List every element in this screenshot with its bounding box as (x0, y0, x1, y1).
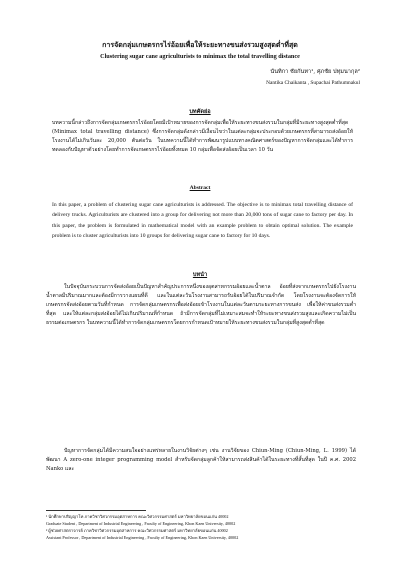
footnote-line: Graduate Student , Department of Industrial Engineering , Faculty of Engineering, Khon Kaen University, 40002 (46, 521, 236, 526)
authors-english: Nantika Chaikanta , Supachai Pathumnakul (266, 80, 360, 86)
abstract-english-text: In this paper, a problem of clustering sugar cane agriculturists is addressed. The objective is to minimax total travelling distance of delivery trucks. Agriculturists are clustered into a group for delivering not more than 20,000 tons of sugar cane to factory per day. In this paper, the problem is formulated in mathematical model with an example problem to obtain optimal solution. The example problem is to cluster agriculturists into 10 groups for delivering sugar cane to factory for 10 days. (52, 202, 353, 239)
abstract-english-heading: Abstract (189, 185, 211, 191)
paper-title-english: Clustering sugar cane agriculturists to minimax the total travelling distance (100, 53, 300, 60)
authors-thai: นันทิกา ชัยกันทา¹, ศุภชัย ปทุมนากุล² (270, 69, 360, 75)
footnote-line: ² ผู้ช่วยศาสตราจารย์ ภาควิชาวิศวกรรมอุตสาหการ คณะวิศวกรรมศาสตร์ มหาวิทยาลัยขอนแก่น 40002 (46, 528, 228, 533)
footnote-divider (46, 510, 146, 511)
introduction-paragraph-2: ปัญหาการจัดกลุ่มได้มีความสนใจอย่างแพร่หลายในงานวิจัยต่างๆ เช่น งานวิจัยของ Chiun-Ming (Chiun-Ming, L. 1999) ได้พัฒนา A zero-one integer programming model สำหรับจัดกลุ่มลูกค้าให้สามารถส่งสินค้าได้ในระยะทางที่สั้นที่สุด ในปี ค.ศ. 2002 Nanko และ (46, 448, 356, 473)
abstract-thai-heading: บทคัดย่อ (189, 109, 211, 115)
abstract-thai-text: บทความนี้กล่าวถึงการจัดกลุ่มเกษตรกรไร่อ้อยโดยมีเป้าหมายของการจัดกลุ่มเพื่อให้ระยะทางขนส่งรวมในกลุ่มที่มีระยะทางสูงสุดต่ำที่สุด (Minimax total travelling distance) ซึ่งการจัดกลุ่มดังกล่าวมีเงื่อนไขว่าในแต่ละกลุ่มจะประกอบด้วยเกษตรกรที่สามารถส่งอ้อยให้โรงงานได้ไม่เกินวันละ 20,000 ตันต่อวัน ในบทความนี้ได้ทำการพัฒนารูปแบบทางคณิตศาสตร์ของปัญหาการจัดกลุ่มและได้ทำการทดลองกับปัญหาตัวอย่างโดยทำการจัดเกษตรกรไร่อ้อยทั้งหมด 10 กลุ่มเพื่อจัดส่งอ้อยเป็นเวลา 10 วัน (52, 120, 353, 154)
footnotes (46, 513, 356, 541)
footnote-line: ¹ นักศึกษาปริญญาโท ภาควิชาวิศวกรรมอุตสาหการ คณะวิศวกรรมศาสตร์ มหาวิทยาลัยขอนแก่น 40002 (46, 514, 229, 519)
introduction-paragraph-1: ในปัจจุบันกระบวนการจัดส่งอ้อยเป็นปัญหาสำคัญประการหนึ่งของอุตสาหกรรมอ้อยและน้ำตาล อ้อยที่ส่งจากเกษตรกรไปยังโรงงานน้ำตาลมีปริมาณมากและต้องมีการวางแผนที่ดี และในแต่ละวันโรงงานสามารถรับอ้อยได้ในปริมาณจำกัด โดยโรงงานจะต้องจัดการให้เกษตรกรจัดส่งอ้อยตามวันที่กำหนด การจัดกลุ่มเกษตรกรเพื่อส่งอ้อยเข้าโรงงานในแต่ละวันตามระยะทางการขนส่ง เพื่อให้ค่าขนส่งรวมต่ำที่สุด และให้แต่ละกลุ่มส่งอ้อยได้ไม่เกินปริมาณที่กำหนด ถ้ามีการจัดกลุ่มที่ไม่เหมาะสมจะทำให้ระยะทางขนส่งรวมสูงและเกิดความไม่เป็นธรรมต่อเกษตรกร ในบทความนี้ได้ทำการจัดกลุ่มเกษตรกรโดยการกำหนดเป้าหมายให้ระยะทางขนส่งรวมในกลุ่มที่สูงสุดต่ำที่สุด (46, 284, 356, 327)
introduction-heading: บทนำ (192, 272, 208, 278)
footnote-line: Assistant Professor , Department of Industrial Engineering , Faculty of Engineering, Khon Kaen University, 40002 (46, 535, 239, 540)
paper-title-thai: การจัดกลุ่มเกษตรกรไร่อ้อยเพื่อให้ระยะทางขนส่งรวมสูงสุดต่ำที่สุด (102, 40, 298, 49)
